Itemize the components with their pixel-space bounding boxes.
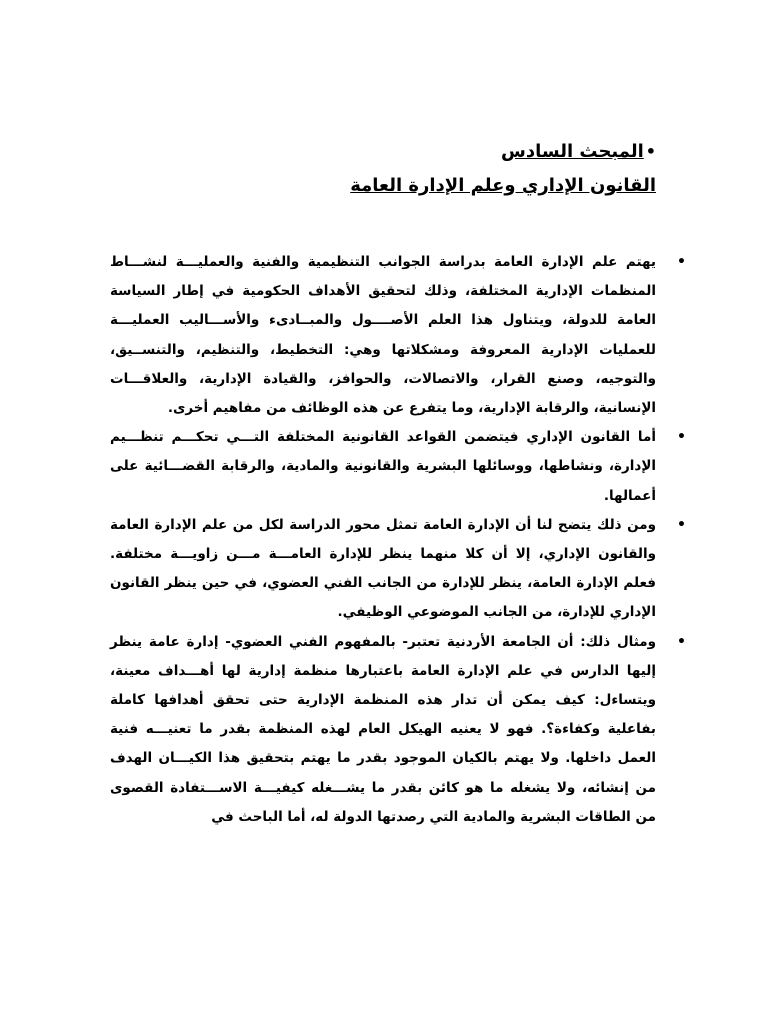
bullet-4: •: [677, 633, 686, 650]
paragraph-2-text: أما القانون الإداري فيتضمن القواعد القانونية المختلفة التـــي تحكـــم تنظـــيم الإدارة، ونشاطها، ووسائلها البشرية والقانونية والمادية، والرقابة القضـــائية على أعمالها.: [110, 429, 656, 504]
section-label: [501, 140, 656, 164]
paragraph-3-text: ومن ذلك يتضح لنا أن الإدارة العامة تمثل محور الدراسة لكل من علم الإدارة العامة والقانون الإداري، إلا أن كلا منهما ينظر للإدارة العامـــة مـــن زاويـــة مختلفة. فعلم الإدارة العامة، ينظر للإدارة من الجانب الفني العضوي، في حين ينظر القانون الإداري للإدارة، من الجانب الموضوعي الوظيفي.: [110, 516, 656, 621]
paragraph-1: [110, 248, 686, 423]
bullet-3: •: [677, 516, 686, 533]
section-label-text: المبحث السادس: [501, 141, 644, 162]
section-title: القانون الإداري وعلم الإدارة العامة: [350, 175, 656, 196]
paragraph-3: [110, 511, 686, 628]
paragraph-2: [110, 423, 686, 511]
bullet-1: •: [677, 254, 686, 270]
paragraph-4-text: ومثال ذلك: أن الجامعة الأردنية تعتبر- بالمفهوم الفني العضوي- إدارة عامة ينظر إليها الدارس في علم الإدارة العامة باعتبارها منظمة إدارية لها أهـــداف معينة، ويتساءل: كيف يمكن أن تدار هذه المنظمة الإدارية حتى تحقق أهدافها كاملة بفاعلية وكفاءة؟. فهو لا يعنيه الهيكل العام لهذه المنظمة بقدر ما تعنيـــه فنية العمل داخلها. ولا يهتم بالكيان الموجود بقدر ما يهتم بتحقيق هذا الكيـــان الهدف من إنشائه، ولا يشغله ما هو كائن بقدر ما يشـــغله كيفيـــة الاســـتفادة القصوى من الطاقات البشرية والمادية التي رصدتها الدولة له، أما الباحث في: [110, 633, 656, 825]
paragraph-list: [110, 248, 686, 832]
heading-bullet: •: [645, 142, 656, 161]
paragraph-4: [110, 628, 686, 832]
paragraph-1-text: يهتم علم الإدارة العامة بدراسة الجوانب التنظيمية والفنية والعمليـــة لنشـــاط المنظمات الإدارية المختلفة، وذلك لتحقيق الأهداف الحكومية في إطار السياسة العامة للدولة، ويتناول هذا العلم الأصــــول والمبــادىء والأســـاليب العمليـــة للعمليات الإدارية المعروفة ومشكلاتها وهي: التخطيط، والتنظيم، والتنســيق، والتوجيه، وصنع القرار، والاتصالات، والحوافز، والقيادة الإدارية، والعلاقـــات الإنسانية، والرقابة الإدارية، وما يتفرع عن هذه الوظائف من مفاهيم أخرى.: [110, 254, 656, 417]
bullet-2: •: [677, 429, 686, 446]
